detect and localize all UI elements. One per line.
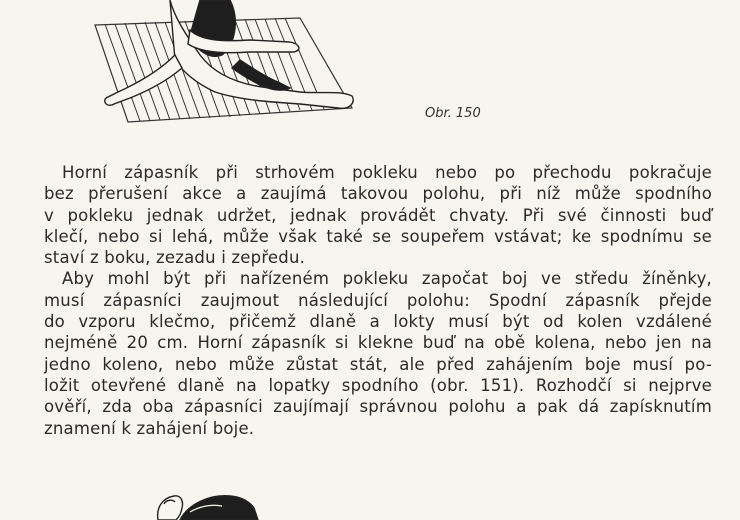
text-line: v pokleku jednak udržet, jednak provádět chvaty. Při své činnosti buď [44, 205, 712, 225]
text-line: bez přerušení akce a zaujímá takovou polohu, při níž může spodního [44, 184, 712, 204]
text-line: do vzporu klečmo, přičemž dlaně a lokty musí být od kolen vzdálené [44, 312, 712, 332]
wrestlers-starting-position-illustration [150, 486, 270, 520]
text-line: staví z boku, zezadu i zepředu. [44, 248, 306, 268]
text-line: klečí, nebo si lehá, může však také se soupeřem vstávat; ke spodnímu se [44, 226, 712, 246]
text-line: znamení k zahájení boje. [44, 418, 255, 438]
text-line: nejméně 20 cm. Horní zápasník si klekne buď na obě kolena, nebo jen na [44, 333, 712, 353]
text-line: jedno koleno, nebo může zůstat stát, ale před zahájením boje musí po- [44, 354, 712, 374]
wrestler-on-mat-illustration [0, 0, 380, 140]
paragraph-1 [44, 162, 712, 268]
text-line: Horní zápasník při strhovém pokleku nebo po přechodu pokračuje [62, 163, 712, 182]
figure-caption-top: Obr. 150 [425, 106, 481, 121]
paragraph-2 [44, 268, 712, 438]
text-line: ověří, zda oba zápasníci zaujímají správnou polohu a pak dá zapísknutím [44, 397, 712, 417]
text-line: Aby mohl být při nařízeném pokleku započat boj ve středu žíněnky, [62, 269, 712, 289]
text-line: ložit otevřené dlaně na lopatky spodního (obr. 151). Rozhodčí si nejprve [44, 375, 712, 395]
body-text [44, 162, 712, 439]
text-line: musí zápasníci zaujmout následující polohu: Spodní zápasník přejde [44, 290, 712, 310]
